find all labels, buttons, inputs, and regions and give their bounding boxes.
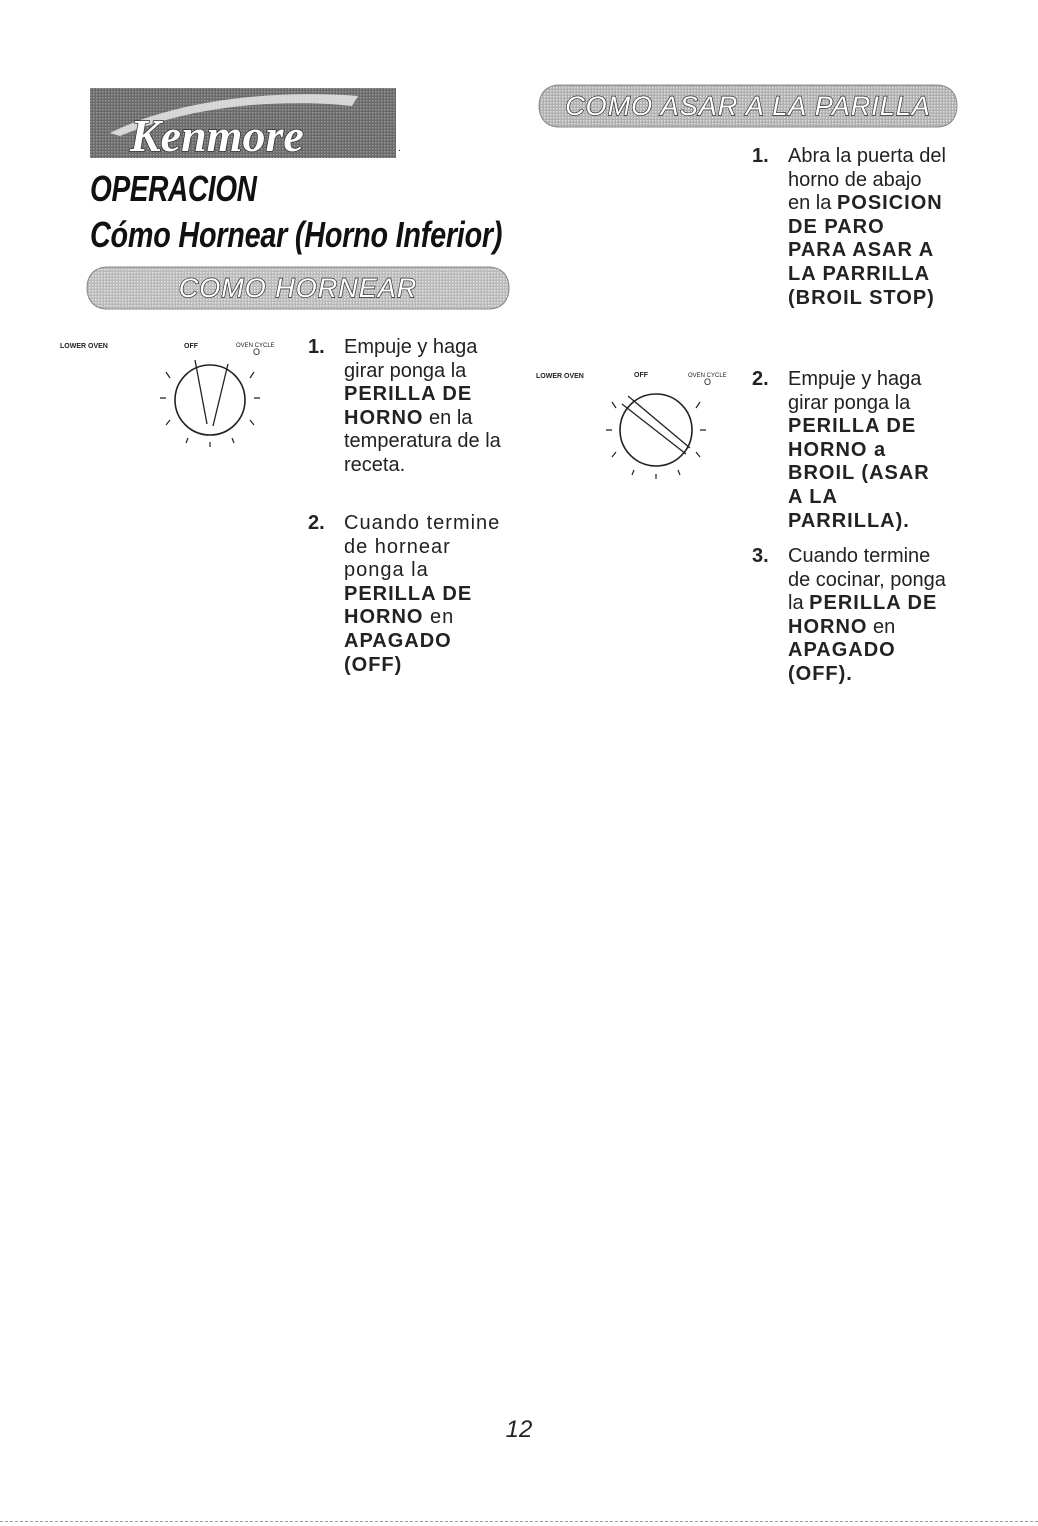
page-bottom-divider bbox=[0, 1521, 1038, 1523]
logo-trademark-dot: . bbox=[398, 143, 401, 154]
dial-label-lower-oven: LOWER OVEN bbox=[536, 373, 584, 380]
kenmore-logo-text: Kenmore bbox=[130, 110, 304, 158]
step-number: 1. bbox=[752, 145, 769, 167]
dial-label-oven-cycle: OVEN CYCLE bbox=[688, 373, 727, 379]
section-banner-bake bbox=[86, 266, 510, 310]
step-text: en bbox=[873, 615, 896, 638]
dial-indicator: O bbox=[253, 347, 261, 357]
step-number: 1. bbox=[308, 336, 325, 358]
step-text: en bbox=[430, 606, 455, 629]
section-banner-broil bbox=[538, 84, 958, 128]
step-number: 2. bbox=[308, 512, 325, 534]
step-number: 2. bbox=[752, 368, 769, 390]
kenmore-logo bbox=[90, 88, 396, 158]
page-subtitle: Cómo Hornear (Horno Inferior) bbox=[90, 214, 503, 255]
step-text: Abra la puerta del horno de abajo en la bbox=[788, 145, 946, 215]
dial-label-lower-oven: LOWER OVEN bbox=[60, 343, 108, 350]
dial-circle bbox=[175, 365, 245, 435]
step-text: en la temperatura de la receta. bbox=[344, 406, 501, 476]
step-number: 3. bbox=[752, 545, 769, 567]
kenmore-logo-graphic bbox=[90, 88, 396, 158]
step-bold-text: POSICION DE PARO PARA ASAR A LA PARRILLA (BROIL STOP) bbox=[788, 192, 943, 309]
step-bold-text: PERILLA DE HORNO bbox=[344, 383, 473, 429]
step-bold-text: APAGADO (OFF). bbox=[788, 639, 896, 685]
oven-knob-bake-diagram bbox=[60, 338, 280, 468]
dial-label-off: OFF bbox=[634, 372, 648, 379]
step-text: Empuje y haga girar ponga la bbox=[788, 368, 922, 414]
dial-pointer bbox=[622, 404, 686, 454]
step-text: Empuje y haga girar ponga la bbox=[344, 336, 478, 382]
step-bold-text: PERILLA DE HORNO bbox=[344, 582, 473, 629]
oven-knob-broil-diagram bbox=[536, 368, 756, 498]
dial-label-off: OFF bbox=[184, 343, 198, 350]
dial-label-oven-cycle: OVEN CYCLE bbox=[236, 343, 275, 349]
banner-title-broil: COMO ASAR A LA PARILLA bbox=[565, 90, 931, 121]
banner-title-bake: COMO HORNEAR bbox=[178, 272, 418, 303]
step-bold-text: APAGADO (OFF) bbox=[344, 629, 452, 676]
dial-indicator: O bbox=[704, 377, 712, 387]
step-text: Cuando termine de cocinar, ponga la bbox=[788, 545, 946, 615]
step-text: Cuando termine de hornear ponga la bbox=[344, 512, 501, 582]
step-bold-text: PERILLA DE HORNO bbox=[788, 592, 938, 638]
page-number: 12 bbox=[505, 1416, 533, 1443]
dial-pointer bbox=[195, 360, 207, 424]
step-bold-text: PERILLA DE HORNO a BROIL (ASAR A LA PARRILLA). bbox=[788, 415, 930, 532]
page-title: OPERACION bbox=[90, 168, 257, 209]
